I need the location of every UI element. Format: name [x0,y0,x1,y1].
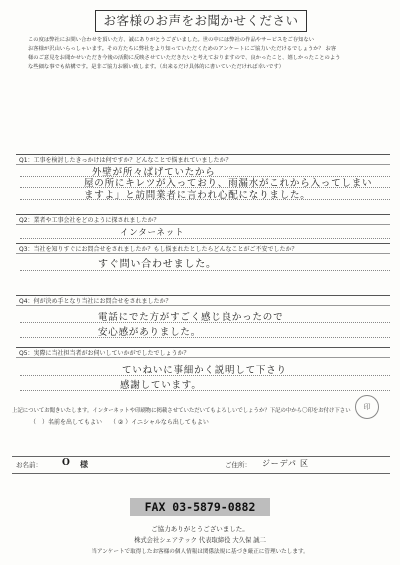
company-line: 株式会社シェアテック 代表取締役 大久保 誠二 [134,537,266,544]
question-1-label: Q1：工事を検討したきっかけは何ですか？どんなことで悩まれていましたか？ [16,154,390,165]
question-2-label: Q2：業者や工事会社をどのように探されましたか？ [16,214,390,225]
intro-line-2: お客様が沢山いらっしゃいます。その方たちに弊社をより知っていただくためのアンケートにご協力いただけるでしょうか？ お客 [28,46,337,52]
seal-stamp: 印 [355,395,379,419]
answer-5-rule-2 [20,390,390,391]
answer-5-line-2: 感謝しています。 [120,380,202,391]
answer-4-line-1: 電話にでた方がすごく感じ良かったので [98,312,284,323]
address-label: ご住所： [225,461,251,469]
answer-2-rule-1 [20,238,390,239]
intro-line-1: この度は弊社にお問い合わせを頂いた方、誠にありがとうございました。世の中には弊社の作品やサービスをご存知ない [28,37,315,43]
answer-4-rule-1 [20,322,390,323]
question-4-label: Q4：何が決め手となり当社にお問合せをされましたか？ [16,295,390,306]
answer-2-line-1: インターネット [120,228,185,238]
name-label: お名前： [16,461,42,469]
form-title: お客様のお声をお聞かせください [95,10,307,32]
answer-3-rule-1 [20,270,390,271]
answer-1-line-3: ますよ」と訪問業者に言われ心配になりました。 [84,190,311,201]
intro-line-3: 様のご意見をお聞かせいただき今後の活動に反映させていただきたいと考えておりますので、良かったこと、嬉しかったことのよう [28,55,341,61]
consent-option-initial[interactable]: （ ② ）イニシャルなら出してもよい [110,419,209,426]
answer-1-line-1: 外壁が所々ぱげていたから [92,167,216,178]
answer-3-line-1: すぐ問い合わせました。 [98,259,217,270]
privacy-note: 当アンケートで取得したお客様の個人情報は関係法規に基づき厳正に管理いたします。 [91,549,309,555]
thanks-text: ご協力ありがとうございました。 [151,525,249,533]
fax-number: FAX 03-5879-0882 [130,498,270,516]
answer-1-line-2: 屋の所にキレツが入っており、雨漏水がこれから入ってしまい [84,178,373,189]
answer-1-rule-3 [20,199,390,200]
name-suffix: 様 [80,460,88,469]
intro-line-4: な些細な事でも結構です。是非ご協力お願い致します。（出来るだけ具体的に書いていただければ幸いです） [28,64,285,70]
answer-4-rule-2 [20,337,390,338]
consent-text: 上記についてお聞きいたします。インターネットや印刷物に掲載させていただいてもよろしいでしょうか？下記の中から〇印をお付け下さい [12,408,351,414]
consent-option-name[interactable]: （ ）名前を出してもよい [30,419,103,426]
question-5-label: Q5：実際に当社担当者がお伺いしていかがでしたでしょうか？ [16,347,390,358]
question-3-label: Q3：当社を知りすぐにお問合せをされましたか？もし悩まれたとしたらどんなことがご不安でしたか？ [16,243,390,254]
answer-4-line-2: 安心感がありました。 [98,327,202,338]
answer-5-line-1: ていねいに事細かく説明して下さり [122,365,287,376]
name-value: O [62,458,71,468]
address-value: ジーデパ 区 [262,459,309,468]
answer-5-rule-1 [20,375,390,376]
